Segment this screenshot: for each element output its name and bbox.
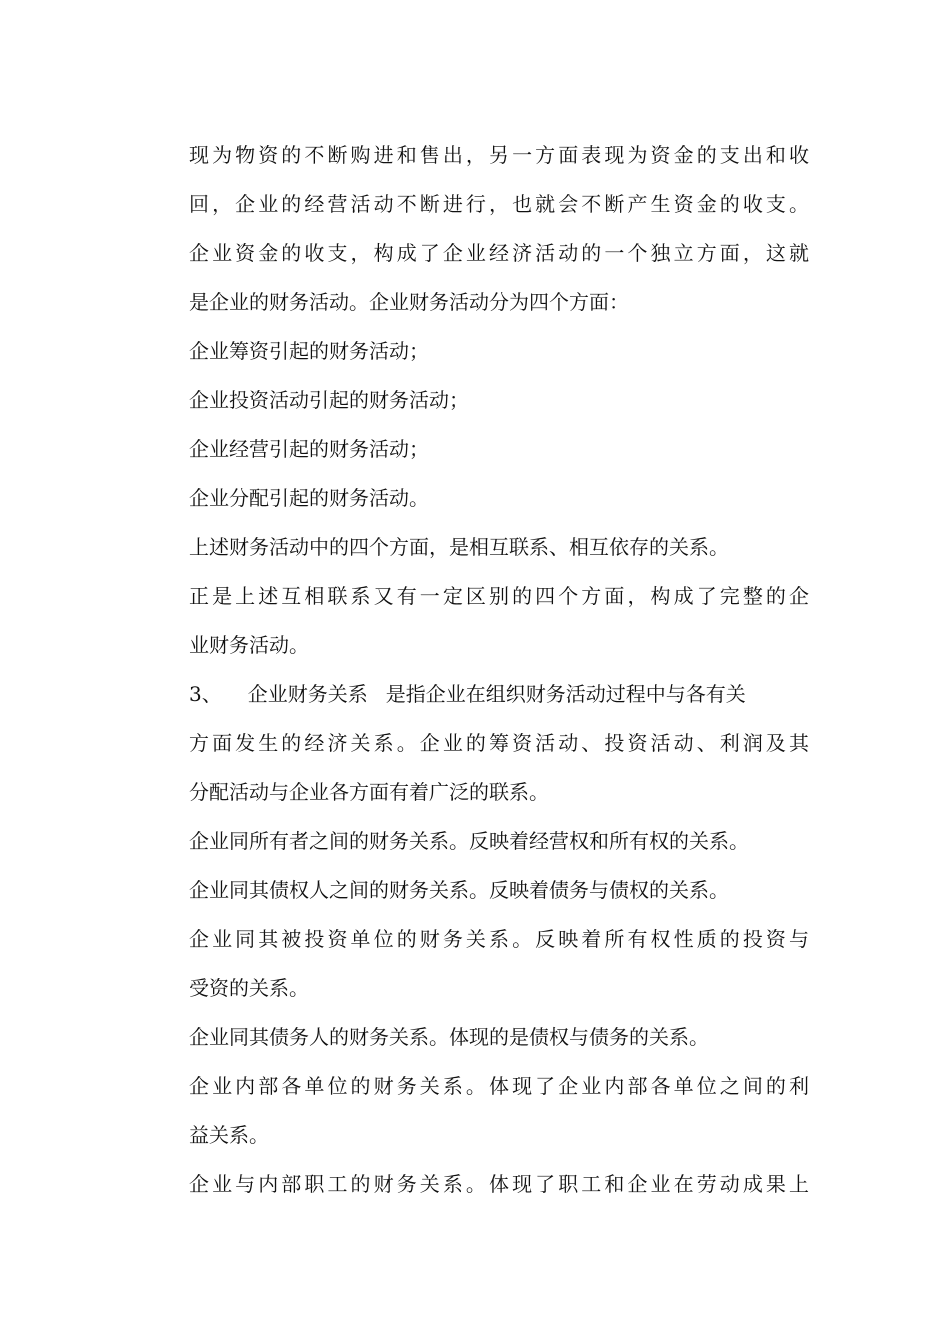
- list-item: 企业投资活动引起的财务活动；: [189, 388, 469, 412]
- paragraph-line: 是企业的财务活动。企业财务活动分为四个方面：: [189, 290, 629, 314]
- paragraph-line: 受资的关系。: [189, 976, 309, 1000]
- paragraph-line: 分配活动与企业各方面有着广泛的联系。: [189, 780, 549, 804]
- paragraph-line: 企业同其被投资单位的财务关系。反映着所有权性质的投资与: [189, 927, 809, 951]
- list-item: 企业分配引起的财务活动。: [189, 486, 429, 510]
- paragraph-line: 企业内部各单位的财务关系。体现了企业内部各单位之间的利: [189, 1074, 809, 1098]
- section-lead-text: 是指企业在组织财务活动过程中与各有关: [385, 682, 746, 706]
- section-heading: 企业财务关系: [247, 682, 368, 706]
- paragraph-line: 方面发生的经济关系。企业的筹资活动、投资活动、利润及其: [189, 731, 809, 755]
- paragraph-line: 企业同其债权人之间的财务关系。反映着债务与债权的关系。: [189, 878, 729, 902]
- paragraph-line: 现为物资的不断购进和售出，另一方面表现为资金的支出和收: [189, 143, 809, 167]
- section-heading-line: [189, 670, 809, 719]
- paragraph-line: 正是上述互相联系又有一定区别的四个方面，构成了完整的企: [189, 584, 809, 608]
- paragraph-line: 回，企业的经营活动不断进行，也就会不断产生资金的收支。: [189, 192, 809, 216]
- paragraph-line: 企业资金的收支，构成了企业经济活动的一个独立方面，这就: [189, 241, 809, 265]
- paragraph-line: 业财务活动。: [189, 633, 309, 657]
- paragraph-line: 益关系。: [189, 1123, 269, 1147]
- list-item: 企业经营引起的财务活动；: [189, 437, 429, 461]
- paragraph-line: 企业同其债务人的财务关系。体现的是债权与债务的关系。: [189, 1025, 709, 1049]
- document-body: [189, 131, 809, 1209]
- paragraph-line: 企业与内部职工的财务关系。体现了职工和企业在劳动成果上: [189, 1172, 809, 1196]
- paragraph-line: 企业同所有者之间的财务关系。反映着经营权和所有权的关系。: [189, 829, 749, 853]
- paragraph-line: 上述财务活动中的四个方面，是相互联系、相互依存的关系。: [189, 535, 729, 559]
- list-item: 企业筹资引起的财务活动；: [189, 339, 429, 363]
- section-number: 3、: [189, 682, 222, 706]
